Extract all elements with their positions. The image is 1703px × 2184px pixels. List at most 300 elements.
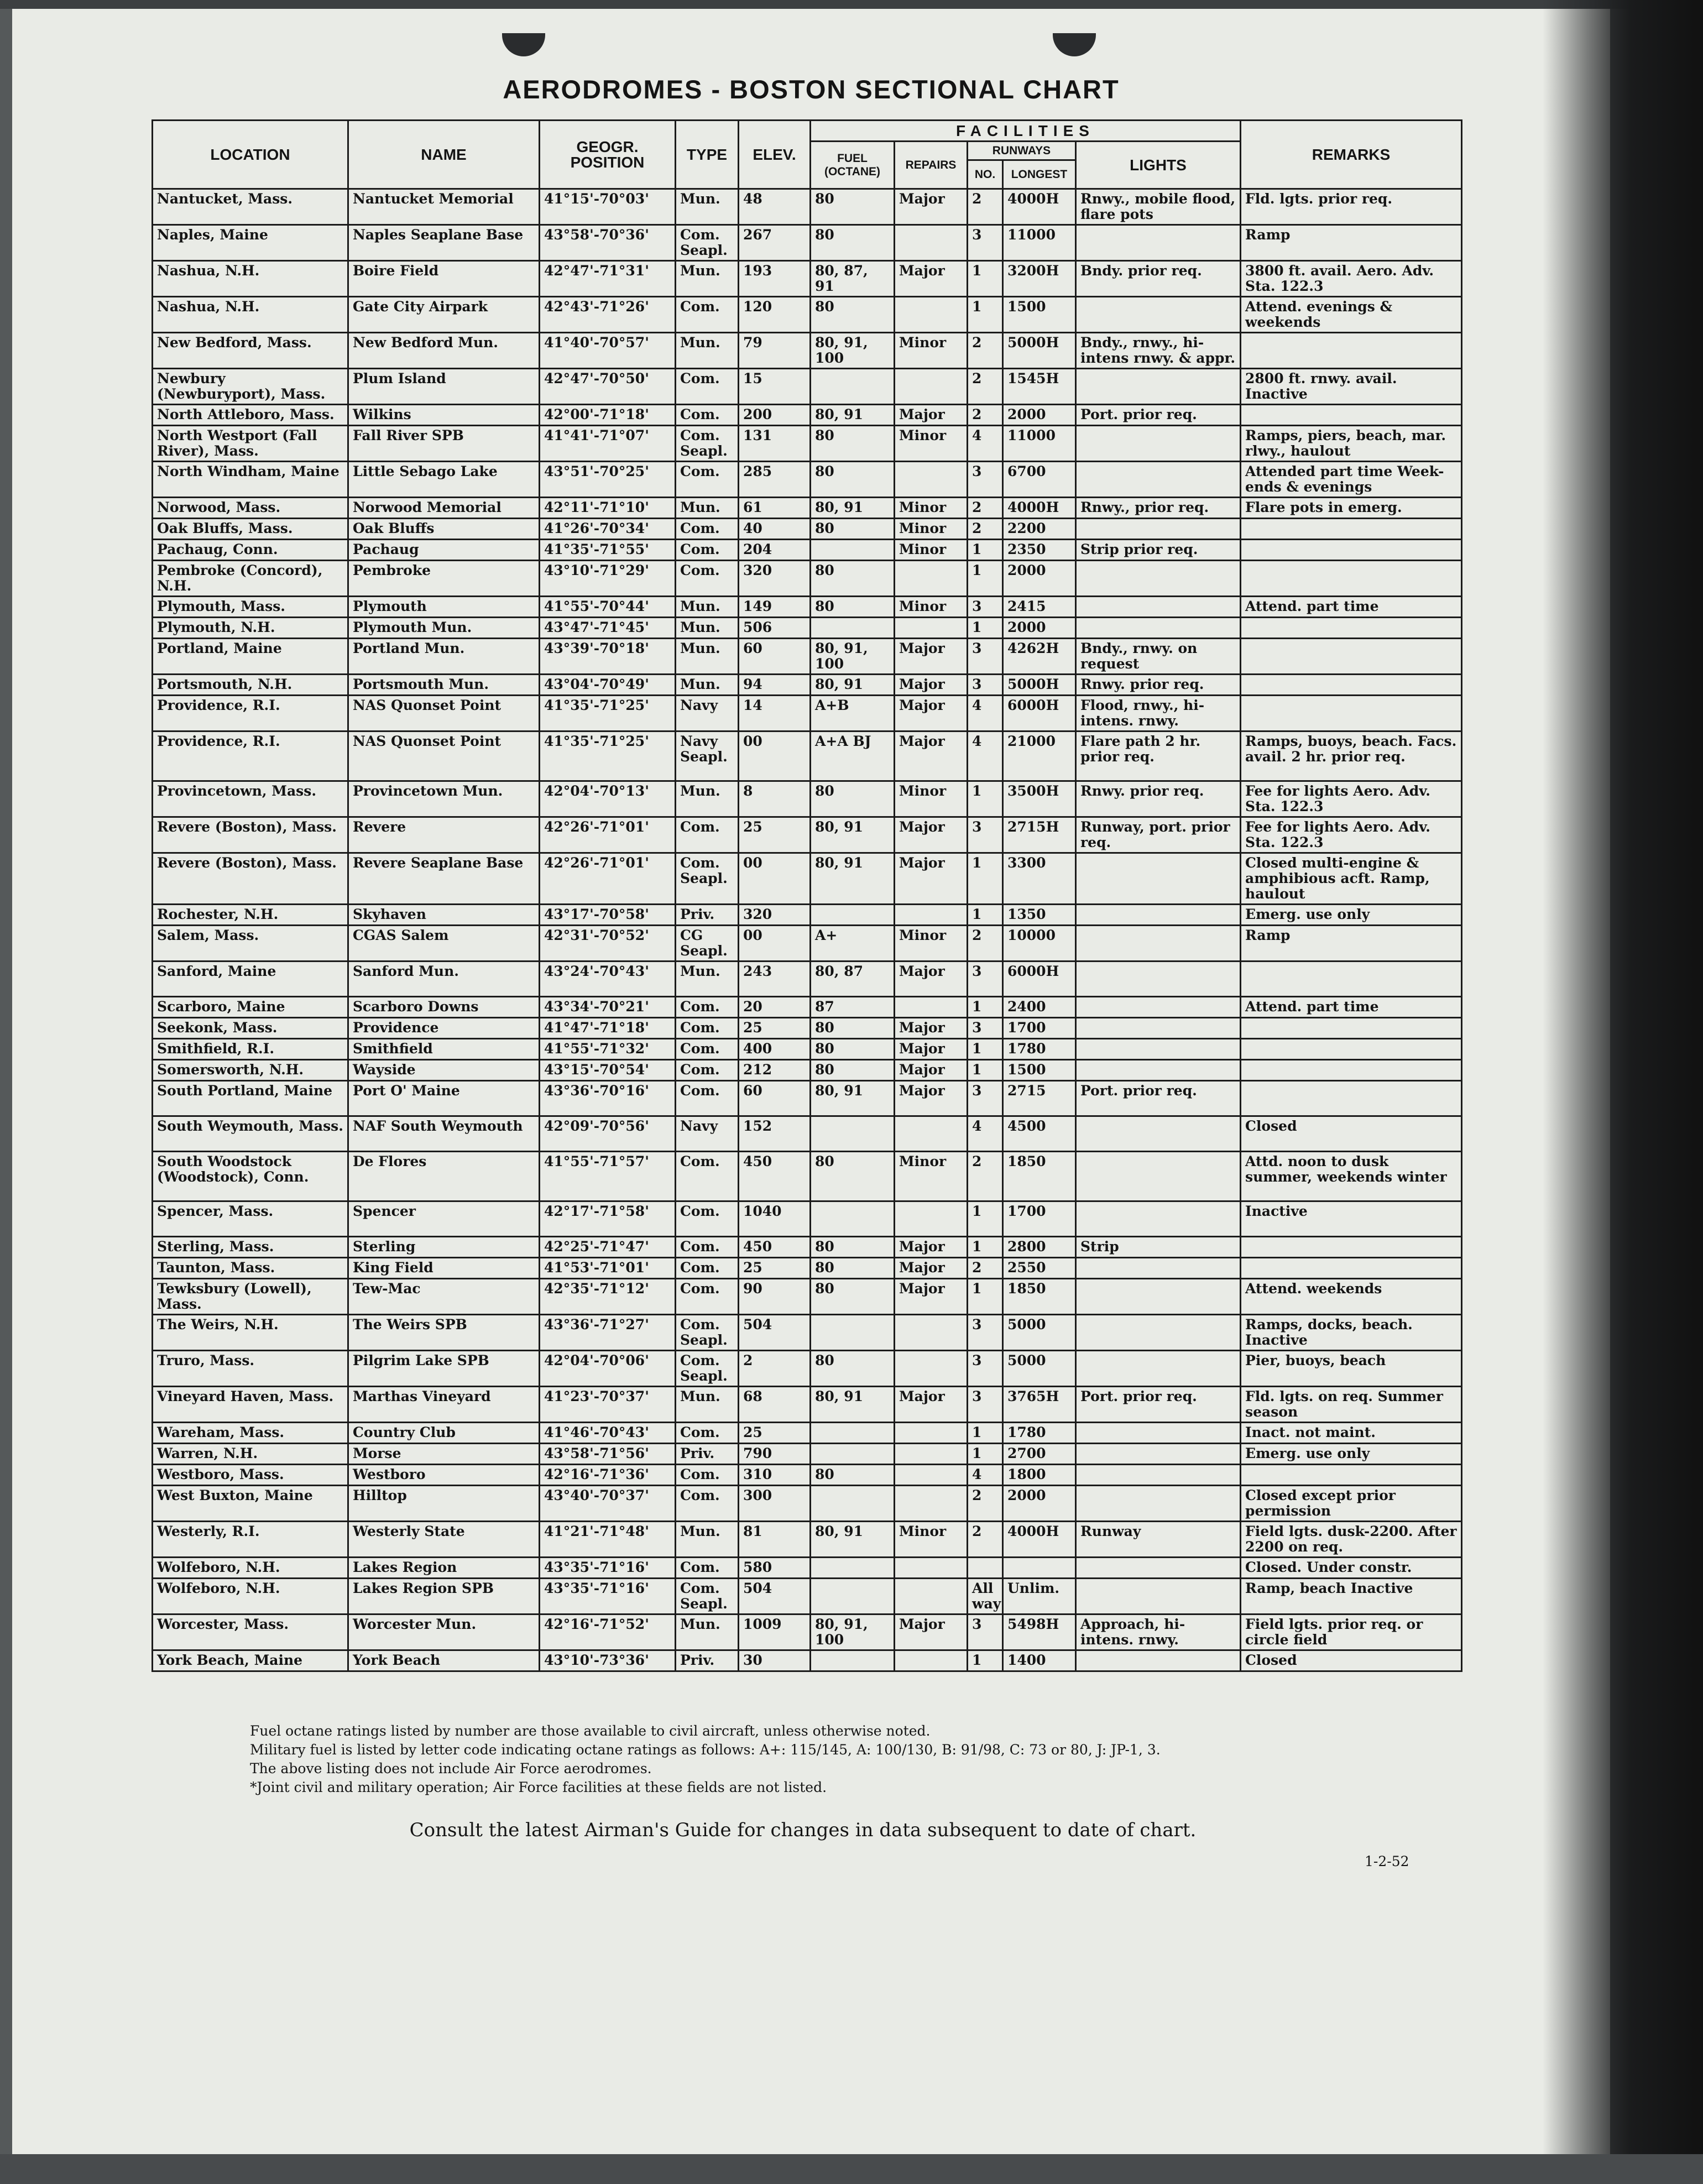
cell-repairs: Major — [895, 1237, 968, 1258]
cell-no: 3 — [968, 1615, 1003, 1650]
cell-remarks: Fld. lgts. prior req. — [1241, 189, 1462, 225]
cell-name: Smithfield — [348, 1039, 540, 1060]
cell-longest: 4262H — [1003, 639, 1076, 675]
cell-location: Revere (Boston), Mass. — [153, 817, 348, 853]
cell-name: York Beach — [348, 1650, 540, 1671]
cell-name: Lakes Region SPB — [348, 1579, 540, 1615]
cell-elev: 152 — [739, 1116, 811, 1152]
cell-location: Pachaug, Conn. — [153, 540, 348, 561]
cell-location: Spencer, Mass. — [153, 1201, 348, 1237]
cell-elev: 00 — [739, 926, 811, 962]
cell-type: Com. — [676, 1558, 739, 1579]
cell-remarks — [1241, 1039, 1462, 1060]
cell-longest: 11000 — [1003, 426, 1076, 462]
cell-type: Com. Seapl. — [676, 1351, 739, 1387]
cell-location: Nantucket, Mass. — [153, 189, 348, 225]
cell-position: 41°55'-71°32' — [540, 1039, 676, 1060]
cell-location: Wolfeboro, N.H. — [153, 1558, 348, 1579]
cell-no: 2 — [968, 498, 1003, 519]
cell-remarks: Fee for lights Aero. Adv. Sta. 122.3 — [1241, 817, 1462, 853]
cell-name: Little Sebago Lake — [348, 462, 540, 498]
cell-lights — [1076, 1279, 1241, 1315]
cell-elev: 450 — [739, 1152, 811, 1201]
table-row — [153, 1018, 1462, 1039]
cell-type: Mun. — [676, 597, 739, 618]
cell-no: 2 — [968, 926, 1003, 962]
cell-elev: 320 — [739, 905, 811, 926]
cell-remarks: 2800 ft. rnwy. avail. Inactive — [1241, 369, 1462, 405]
table-row — [153, 1258, 1462, 1279]
table-row — [153, 333, 1462, 369]
table-row — [153, 519, 1462, 540]
cell-fuel: 80 — [811, 297, 895, 333]
cell-repairs — [895, 1558, 968, 1579]
cell-repairs — [895, 297, 968, 333]
cell-repairs — [895, 997, 968, 1018]
cell-longest: 2000 — [1003, 561, 1076, 597]
cell-remarks — [1241, 696, 1462, 732]
date-stamp: 1-2-52 — [1365, 1853, 1409, 1869]
cell-repairs — [895, 462, 968, 498]
cell-location: Seekonk, Mass. — [153, 1018, 348, 1039]
cell-name: Country Club — [348, 1423, 540, 1444]
header-facilities: FACILITIES — [811, 121, 1241, 142]
cell-name: De Flores — [348, 1152, 540, 1201]
cell-location: Newbury (Newburyport), Mass. — [153, 369, 348, 405]
cell-elev: 504 — [739, 1315, 811, 1351]
cell-fuel — [811, 1486, 895, 1522]
cell-remarks: Closed — [1241, 1650, 1462, 1671]
cell-elev: 267 — [739, 225, 811, 261]
cell-fuel — [811, 1558, 895, 1579]
cell-position: 42°16'-71°36' — [540, 1465, 676, 1486]
cell-lights — [1076, 1315, 1241, 1351]
cell-name: Scarboro Downs — [348, 997, 540, 1018]
cell-location: The Weirs, N.H. — [153, 1315, 348, 1351]
cell-fuel: 80 — [811, 462, 895, 498]
cell-location: Portland, Maine — [153, 639, 348, 675]
cell-remarks — [1241, 1018, 1462, 1039]
cell-location: Scarboro, Maine — [153, 997, 348, 1018]
table-row — [153, 297, 1462, 333]
cell-repairs — [895, 1201, 968, 1237]
cell-longest — [1003, 1558, 1076, 1579]
cell-type: Priv. — [676, 905, 739, 926]
cell-lights — [1076, 1558, 1241, 1579]
cell-position: 43°40'-70°37' — [540, 1486, 676, 1522]
cell-lights — [1076, 905, 1241, 926]
cell-no: 1 — [968, 905, 1003, 926]
cell-repairs: Minor — [895, 333, 968, 369]
cell-repairs: Major — [895, 1081, 968, 1116]
cell-type: Mun. — [676, 189, 739, 225]
scan-top-band — [0, 0, 1703, 9]
cell-longest: 5000 — [1003, 1351, 1076, 1387]
cell-location: Oak Bluffs, Mass. — [153, 519, 348, 540]
cell-no: 3 — [968, 597, 1003, 618]
cell-location: Worcester, Mass. — [153, 1615, 348, 1650]
table-row — [153, 1152, 1462, 1201]
cell-position: 42°43'-71°26' — [540, 297, 676, 333]
table-row — [153, 675, 1462, 696]
cell-lights: Bndy. prior req. — [1076, 261, 1241, 297]
cell-fuel — [811, 1579, 895, 1615]
cell-no: 3 — [968, 462, 1003, 498]
cell-fuel: 80, 91 — [811, 1387, 895, 1423]
cell-position: 42°47'-71°31' — [540, 261, 676, 297]
cell-lights — [1076, 1486, 1241, 1522]
cell-elev: 1040 — [739, 1201, 811, 1237]
cell-fuel: 80, 91, 100 — [811, 639, 895, 675]
header-repairs: REPAIRS — [895, 142, 968, 189]
cell-elev: 90 — [739, 1279, 811, 1315]
header-runways: RUNWAYS — [968, 142, 1076, 160]
cell-lights — [1076, 297, 1241, 333]
cell-fuel: 80, 91 — [811, 1081, 895, 1116]
cell-name: King Field — [348, 1258, 540, 1279]
footnote: Fuel octane ratings listed by number are those available to civil aircraft, unless otherwise noted. — [250, 1723, 931, 1739]
cell-longest: 1700 — [1003, 1201, 1076, 1237]
cell-type: Com. — [676, 817, 739, 853]
cell-repairs: Major — [895, 261, 968, 297]
cell-elev: 60 — [739, 639, 811, 675]
cell-lights — [1076, 1444, 1241, 1465]
cell-name: New Bedford Mun. — [348, 333, 540, 369]
cell-fuel: 80 — [811, 597, 895, 618]
cell-position: 41°53'-71°01' — [540, 1258, 676, 1279]
cell-lights: Port. prior req. — [1076, 405, 1241, 426]
cell-longest: 5498H — [1003, 1615, 1076, 1650]
header-position: GEOGR. POSITION — [540, 121, 676, 189]
cell-location: Provincetown, Mass. — [153, 781, 348, 817]
cell-lights — [1076, 1018, 1241, 1039]
cell-remarks — [1241, 618, 1462, 639]
cell-longest: 2000 — [1003, 1486, 1076, 1522]
cell-fuel — [811, 1444, 895, 1465]
cell-elev: 25 — [739, 1423, 811, 1444]
cell-type: Mun. — [676, 498, 739, 519]
cell-remarks: Attend. weekends — [1241, 1279, 1462, 1315]
cell-remarks: Closed multi-engine & amphibious acft. Ramp, haulout — [1241, 853, 1462, 905]
cell-elev: 14 — [739, 696, 811, 732]
cell-location: North Windham, Maine — [153, 462, 348, 498]
table-row — [153, 1081, 1462, 1116]
cell-elev: 25 — [739, 817, 811, 853]
scan-bottom-band — [0, 2154, 1703, 2184]
cell-name: Sterling — [348, 1237, 540, 1258]
cell-no: 3 — [968, 1351, 1003, 1387]
header-runway-longest: LONGEST — [1003, 160, 1076, 189]
cell-fuel: 80, 91, 100 — [811, 1615, 895, 1650]
cell-position: 41°23'-70°37' — [540, 1387, 676, 1423]
cell-fuel: 80 — [811, 561, 895, 597]
cell-lights — [1076, 1116, 1241, 1152]
cell-elev: 204 — [739, 540, 811, 561]
table-row — [153, 618, 1462, 639]
cell-type: Mun. — [676, 675, 739, 696]
cell-elev: 1009 — [739, 1615, 811, 1650]
table-row — [153, 905, 1462, 926]
cell-longest: 2200 — [1003, 519, 1076, 540]
cell-no: 2 — [968, 1522, 1003, 1558]
cell-name: Fall River SPB — [348, 426, 540, 462]
cell-fuel: A+B — [811, 696, 895, 732]
cell-remarks: Closed — [1241, 1116, 1462, 1152]
cell-lights — [1076, 1060, 1241, 1081]
cell-elev: 300 — [739, 1486, 811, 1522]
cell-repairs: Major — [895, 675, 968, 696]
cell-position: 41°15'-70°03' — [540, 189, 676, 225]
cell-type: Com. — [676, 997, 739, 1018]
table-row — [153, 498, 1462, 519]
table-row — [153, 597, 1462, 618]
cell-elev: 81 — [739, 1522, 811, 1558]
cell-longest: 1500 — [1003, 297, 1076, 333]
cell-name: Wayside — [348, 1060, 540, 1081]
consult-note: Consult the latest Airman's Guide for changes in data subsequent to date of chart. — [409, 1819, 1197, 1841]
cell-elev: 243 — [739, 962, 811, 997]
cell-no: 4 — [968, 1116, 1003, 1152]
cell-elev: 00 — [739, 853, 811, 905]
cell-longest: 1350 — [1003, 905, 1076, 926]
cell-location: Tewksbury (Lowell), Mass. — [153, 1279, 348, 1315]
table-row — [153, 1116, 1462, 1152]
cell-repairs: Major — [895, 732, 968, 781]
cell-type: Com. — [676, 540, 739, 561]
cell-repairs: Major — [895, 1615, 968, 1650]
cell-remarks: Attd. noon to dusk summer, weekends winter — [1241, 1152, 1462, 1201]
cell-remarks: Attend. part time — [1241, 597, 1462, 618]
cell-repairs: Major — [895, 1039, 968, 1060]
cell-repairs: Major — [895, 1279, 968, 1315]
cell-type: Navy — [676, 1116, 739, 1152]
cell-position: 42°26'-71°01' — [540, 817, 676, 853]
cell-name: Revere — [348, 817, 540, 853]
cell-position: 42°04'-70°13' — [540, 781, 676, 817]
cell-position: 42°26'-71°01' — [540, 853, 676, 905]
cell-name: Lakes Region — [348, 1558, 540, 1579]
cell-longest: 5000H — [1003, 675, 1076, 696]
cell-no: 1 — [968, 781, 1003, 817]
cell-fuel: 80, 91 — [811, 498, 895, 519]
cell-no: 3 — [968, 225, 1003, 261]
cell-remarks: Closed. Under constr. — [1241, 1558, 1462, 1579]
cell-elev: 200 — [739, 405, 811, 426]
cell-longest: 2715H — [1003, 817, 1076, 853]
cell-position: 41°21'-71°48' — [540, 1522, 676, 1558]
cell-elev: 120 — [739, 297, 811, 333]
cell-lights: Strip — [1076, 1237, 1241, 1258]
cell-lights: Flare path 2 hr. prior req. — [1076, 732, 1241, 781]
cell-position: 43°17'-70°58' — [540, 905, 676, 926]
cell-type: Com. — [676, 462, 739, 498]
footnotes — [250, 1722, 1466, 1797]
cell-elev: 131 — [739, 426, 811, 462]
cell-type: Com. — [676, 1018, 739, 1039]
cell-name: Gate City Airpark — [348, 297, 540, 333]
cell-remarks: Ramps, piers, beach, mar. rlwy., haulout — [1241, 426, 1462, 462]
table-row — [153, 853, 1462, 905]
cell-type: Com. — [676, 1237, 739, 1258]
cell-elev: 580 — [739, 1558, 811, 1579]
aerodromes-table — [152, 119, 1462, 1672]
cell-no: 1 — [968, 561, 1003, 597]
cell-location: South Woodstock (Woodstock), Conn. — [153, 1152, 348, 1201]
cell-fuel — [811, 369, 895, 405]
cell-remarks: Inact. not maint. — [1241, 1423, 1462, 1444]
cell-repairs: Major — [895, 696, 968, 732]
cell-lights: Port. prior req. — [1076, 1387, 1241, 1423]
cell-longest: 2350 — [1003, 540, 1076, 561]
table-row — [153, 1423, 1462, 1444]
cell-type: Mun. — [676, 1387, 739, 1423]
footnote: *Joint civil and military operation; Air Force facilities at these fields are not listed. — [250, 1779, 827, 1795]
cell-elev: 15 — [739, 369, 811, 405]
cell-longest: Unlim. — [1003, 1579, 1076, 1615]
table-row — [153, 732, 1462, 781]
cell-position: 41°55'-71°57' — [540, 1152, 676, 1201]
cell-longest: 4000H — [1003, 189, 1076, 225]
cell-remarks: 3800 ft. avail. Aero. Adv. Sta. 122.3 — [1241, 261, 1462, 297]
cell-elev: 506 — [739, 618, 811, 639]
cell-longest: 2550 — [1003, 1258, 1076, 1279]
cell-fuel: 80 — [811, 1465, 895, 1486]
cell-fuel: 80 — [811, 1060, 895, 1081]
cell-remarks: Inactive — [1241, 1201, 1462, 1237]
cell-type: CG Seapl. — [676, 926, 739, 962]
cell-name: Pilgrim Lake SPB — [348, 1351, 540, 1387]
cell-lights: Rnwy., prior req. — [1076, 498, 1241, 519]
cell-type: Com. Seapl. — [676, 1315, 739, 1351]
cell-remarks: Attended part time Week-ends & evenings — [1241, 462, 1462, 498]
cell-lights: Strip prior req. — [1076, 540, 1241, 561]
cell-lights — [1076, 926, 1241, 962]
cell-lights — [1076, 426, 1241, 462]
cell-lights — [1076, 1201, 1241, 1237]
cell-longest: 2715 — [1003, 1081, 1076, 1116]
cell-type: Com. Seapl. — [676, 426, 739, 462]
cell-no: 4 — [968, 696, 1003, 732]
cell-location: Revere (Boston), Mass. — [153, 853, 348, 905]
cell-remarks — [1241, 1258, 1462, 1279]
cell-no: 1 — [968, 853, 1003, 905]
cell-remarks — [1241, 1081, 1462, 1116]
cell-repairs: Minor — [895, 540, 968, 561]
cell-fuel: A+A BJ — [811, 732, 895, 781]
cell-lights — [1076, 618, 1241, 639]
cell-longest: 6700 — [1003, 462, 1076, 498]
cell-longest: 21000 — [1003, 732, 1076, 781]
cell-position: 41°40'-70°57' — [540, 333, 676, 369]
cell-location: Portsmouth, N.H. — [153, 675, 348, 696]
table-row — [153, 997, 1462, 1018]
cell-name: Spencer — [348, 1201, 540, 1237]
cell-remarks: Emerg. use only — [1241, 905, 1462, 926]
cell-name: Portsmouth Mun. — [348, 675, 540, 696]
cell-name: NAS Quonset Point — [348, 696, 540, 732]
cell-remarks: Ramps, docks, beach. Inactive — [1241, 1315, 1462, 1351]
cell-no: 3 — [968, 675, 1003, 696]
cell-name: Nantucket Memorial — [348, 189, 540, 225]
cell-fuel: 87 — [811, 997, 895, 1018]
cell-type: Com. — [676, 561, 739, 597]
cell-remarks — [1241, 405, 1462, 426]
cell-location: Wareham, Mass. — [153, 1423, 348, 1444]
cell-lights — [1076, 1579, 1241, 1615]
cell-no: 1 — [968, 1444, 1003, 1465]
table-row — [153, 1579, 1462, 1615]
cell-lights — [1076, 853, 1241, 905]
cell-repairs: Major — [895, 1018, 968, 1039]
cell-location: North Westport (Fall River), Mass. — [153, 426, 348, 462]
cell-type: Com. — [676, 1152, 739, 1201]
cell-longest: 2700 — [1003, 1444, 1076, 1465]
cell-remarks: Pier, buoys, beach — [1241, 1351, 1462, 1387]
cell-location: North Attleboro, Mass. — [153, 405, 348, 426]
cell-fuel: 80, 91 — [811, 675, 895, 696]
cell-repairs: Major — [895, 405, 968, 426]
cell-repairs: Major — [895, 962, 968, 997]
cell-type: Com. Seapl. — [676, 1579, 739, 1615]
cell-position: 43°51'-70°25' — [540, 462, 676, 498]
cell-position: 41°35'-71°25' — [540, 732, 676, 781]
cell-lights — [1076, 369, 1241, 405]
cell-name: Morse — [348, 1444, 540, 1465]
cell-repairs: Major — [895, 189, 968, 225]
header-elev: ELEV. — [739, 121, 811, 189]
cell-repairs — [895, 1116, 968, 1152]
cell-elev: 790 — [739, 1444, 811, 1465]
cell-repairs — [895, 618, 968, 639]
header-name: NAME — [348, 121, 540, 189]
cell-type: Com. — [676, 1486, 739, 1522]
cell-elev: 504 — [739, 1579, 811, 1615]
header-location: LOCATION — [153, 121, 348, 189]
cell-type: Com. — [676, 1258, 739, 1279]
cell-lights — [1076, 225, 1241, 261]
cell-elev: 30 — [739, 1650, 811, 1671]
table-row — [153, 1522, 1462, 1558]
cell-position: 43°04'-70°49' — [540, 675, 676, 696]
cell-repairs — [895, 369, 968, 405]
cell-name: Plum Island — [348, 369, 540, 405]
cell-longest: 4000H — [1003, 498, 1076, 519]
cell-position: 42°09'-70°56' — [540, 1116, 676, 1152]
cell-remarks: Field lgts. prior req. or circle field — [1241, 1615, 1462, 1650]
cell-fuel: 80 — [811, 781, 895, 817]
cell-type: Com. — [676, 519, 739, 540]
cell-repairs: Major — [895, 853, 968, 905]
cell-fuel: 80, 91 — [811, 817, 895, 853]
cell-repairs: Major — [895, 639, 968, 675]
header-runway-no: NO. — [968, 160, 1003, 189]
aerodromes-table-wrapper — [152, 119, 1461, 1672]
table-row — [153, 1201, 1462, 1237]
cell-lights: Rnwy. prior req. — [1076, 675, 1241, 696]
cell-remarks — [1241, 519, 1462, 540]
cell-location: Norwood, Mass. — [153, 498, 348, 519]
cell-longest: 3500H — [1003, 781, 1076, 817]
cell-no: 2 — [968, 333, 1003, 369]
table-row — [153, 696, 1462, 732]
cell-type: Mun. — [676, 1615, 739, 1650]
table-row — [153, 1039, 1462, 1060]
cell-position: 43°47'-71°45' — [540, 618, 676, 639]
cell-name: Norwood Memorial — [348, 498, 540, 519]
cell-lights: Rnwy., mobile flood, flare pots — [1076, 189, 1241, 225]
cell-longest: 1850 — [1003, 1279, 1076, 1315]
cell-location: Plymouth, N.H. — [153, 618, 348, 639]
